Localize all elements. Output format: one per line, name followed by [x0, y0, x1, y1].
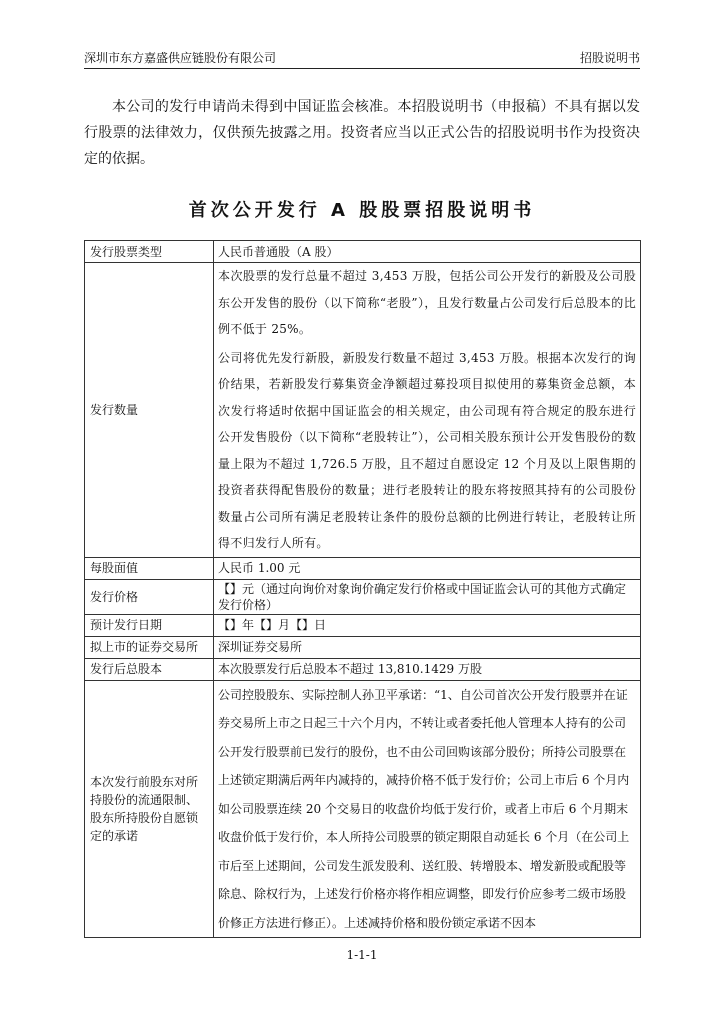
table-row [85, 263, 641, 558]
table-row [85, 557, 641, 579]
row-label: 发行数量 [85, 263, 214, 558]
row-label: 拟上市的证券交易所 [85, 636, 214, 658]
row-label: 预计发行日期 [85, 614, 214, 636]
table-row [85, 636, 641, 658]
table-row [85, 241, 641, 263]
row-label: 发行股票类型 [85, 241, 214, 263]
intro-paragraph: 本公司的发行申请尚未得到中国证监会核准。本招股说明书（申报稿）不具有据以发行股票的法律效力，仅供预先披露之用。投资者应当以正式公告的招股说明书作为投资决定的依据。 [84, 99, 640, 167]
table-row [85, 658, 641, 680]
page-number: 1-1-1 [346, 948, 378, 962]
row-value: 人民币普通股（A 股） [214, 241, 641, 263]
table-row [85, 579, 641, 614]
row-value: 公司控股股东、实际控制人孙卫平承诺：“1、自公司首次公开发行股票并在证券交易所上市之日起三十六个月内，不转让或者委托他人管理本人持有的公司公开发行股票前已发行的股份，也不由公司回购该部分股份；所持公司股票在上述锁定期满后两年内减持的，减持价格不低于发行价；公司上市后 6 个月内如公司股票连续 20 个交易日的收盘价均低于发行价，或者上市后 6 个月期末收盘价低于发行价，本人所持公司股票的锁定期限自动延长 6 个月（在公司上市后至上述期间，公司发生派发股利、送红股、转增股本、增发新股或配股等除息、除权行为，上述发行价格亦将作相应调整，即发行价应参考二级市场股价修正方法进行修正）。上述减持价格和股份锁定承诺不因本 [214, 680, 641, 938]
row-label: 发行价格 [85, 579, 214, 614]
row-label: 发行后总股本 [85, 658, 214, 680]
document-title: 首次公开发行 A 股股票招股说明书 [188, 200, 536, 221]
table-row [85, 680, 641, 938]
row-label: 每股面值 [85, 557, 214, 579]
header-doc-type: 招股说明书 [579, 51, 640, 65]
row-value: 【】元（通过向询价对象询价确定发行价格或中国证监会认可的其他方式确定发行价格） [214, 579, 641, 614]
row-value: 人民币 1.00 元 [214, 557, 641, 579]
row-value: 【】年【】月【】日 [214, 614, 641, 636]
row-value: 深圳证券交易所 [214, 636, 641, 658]
page-header [84, 49, 640, 69]
row-value: 本次股票发行后总股本不超过 13,810.1429 万股 [214, 658, 641, 680]
header-company: 深圳市东方嘉盛供应链股份有限公司 [84, 51, 277, 65]
issue-size-paragraph-2: 公司将优先发行新股，新股发行数量不超过 3,453 万股。根据本次发行的询价结果，若新股发行募集资金净额超过募投项目拟使用的募集资金总额，本次发行将适时依据中国证监会的相关规定，由公司现有符合规定的股东进行公开发售股份（以下简称“老股转让”），公司相关股东预计公开发售股份的数量上限为不超过 1,726.5 万股，且不超过自愿设定 12 个月及以上限售期的投资者获得配售股份的数量；进行老股转让的股东将按照其持有的公司股份数量占公司所有满足老股转让条件的股份总额的比例进行转让，老股转让所得不归发行人所有。 [218, 350, 636, 550]
issue-size-paragraph-1: 本次股票的发行总量不超过 3,453 万股，包括公司公开发行的新股及公司股东公开发售的股份（以下简称“老股”），且发行数量占公司发行后总股本的比例不低于 25%。 [218, 269, 636, 336]
offering-summary-table [84, 240, 641, 938]
row-value [214, 263, 641, 558]
row-label: 本次发行前股东对所持股份的流通限制、股东所持股份自愿锁定的承诺 [85, 680, 214, 938]
table-row [85, 614, 641, 636]
